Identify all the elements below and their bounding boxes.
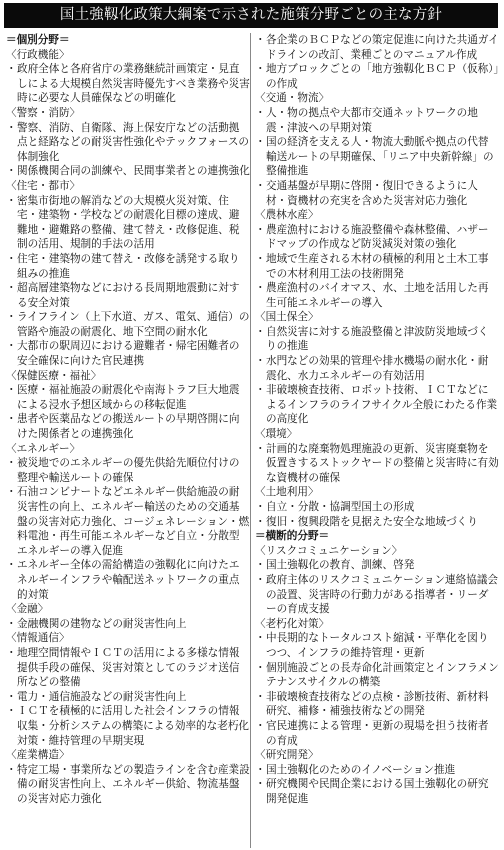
policy-item-text: 研究機関や民間企業における国土強靱化の研究開発促進 <box>266 778 489 805</box>
policy-item <box>255 763 499 778</box>
policy-item <box>255 719 499 748</box>
category-heading: 〈情報通信〉 <box>6 632 70 645</box>
policy-item-text: 中長期的なトータルコスト縮減・平準化を図りつつ、インフラの維持管理・更新 <box>266 632 489 659</box>
policy-item-text: エネルギー全体の需給構造の強靱化に向けたエネルギーインフラや輸配送ネットワークの重点的対策 <box>17 559 240 601</box>
bullet-mark: ・ <box>6 340 17 353</box>
policy-item <box>6 281 250 310</box>
policy-item-text: 水門などの効果的管理や排水機場の耐水化・耐震化、水力エネルギーの有効活用 <box>266 355 489 382</box>
category-heading: 〈住宅・都市〉 <box>6 179 81 192</box>
bullet-mark: ・ <box>6 194 17 207</box>
bullet-mark: ・ <box>6 413 17 426</box>
bullet-mark: ・ <box>6 559 17 572</box>
policy-item-text: 農産漁村のバイオマス、水、土地を活用した再生可能エネルギーの導入 <box>266 282 489 309</box>
category-heading: 〈国土保全〉 <box>255 311 319 324</box>
policy-item <box>255 62 499 91</box>
category-heading: 〈エネルギー〉 <box>6 442 81 455</box>
policy-item <box>255 515 499 530</box>
policy-item-text: ライフライン（上下水道、ガス、電気、通信）の管路や施設の耐震化、地下空間の耐水化 <box>17 311 250 338</box>
policy-item-text: 国の経済を支える人・物流大動脈や拠点の代替輸送ルートの早期確保、「リニア中央新幹線」の整備推進 <box>266 136 494 178</box>
policy-item <box>6 194 250 252</box>
policy-item-text: 電力・通信施設などの耐災害性向上 <box>17 690 187 703</box>
policy-item-text: 自然災害に対する施設整備と津波防災地域づくりの推進 <box>266 325 489 353</box>
bullet-mark: ・ <box>255 442 266 455</box>
bullet-mark: ・ <box>6 165 17 178</box>
bullet-mark: ・ <box>255 719 266 732</box>
policy-item-text: 関係機関合同の訓練や、民間事業者との連携強化 <box>17 165 250 178</box>
column-divider <box>250 33 251 848</box>
policy-item-text: 警察、消防、自衛隊、海上保安庁などの活動拠点と経路などの耐災害性強化やテックフォースの体制強化 <box>17 121 250 163</box>
policy-item-text: 復旧・復興段階を見据えた安全な地域づくり <box>266 515 478 528</box>
policy-item-text: 政府主体のリスクコミュニケーション連絡協議会の設置、災害時の行動力がある指導者・リーダーの育成支援 <box>266 573 499 616</box>
bullet-mark: ・ <box>6 121 17 134</box>
policy-item-text: 各企業のＢＣＰなどの策定促進に向けた共通ガイドラインの改訂、業種ごとのマニュアル作成 <box>266 34 499 61</box>
bullet-mark: ・ <box>6 486 17 499</box>
policy-item-text: 国土強靱化のためのイノベーション推進 <box>266 763 456 776</box>
bullet-mark: ・ <box>255 282 266 295</box>
policy-item <box>255 690 499 719</box>
category-heading: 〈老朽化対策〉 <box>255 617 330 630</box>
policy-item <box>255 33 499 62</box>
policy-item <box>255 573 499 617</box>
policy-item <box>255 558 499 573</box>
bullet-mark: ・ <box>255 384 266 397</box>
bullet-mark: ・ <box>6 457 17 470</box>
bullet-mark: ・ <box>255 223 266 236</box>
policy-item-text: ＩＣＴを積極的に活用した社会インフラの情報収集・分析システムの構築による効率的な老朽化対策・維持管理の早期実現 <box>17 705 250 747</box>
policy-item <box>6 62 250 106</box>
policy-item-text: 個別施設ごとの長寿命化計画策定とインフラメンテナンスサイクルの構築 <box>266 661 499 689</box>
policy-item <box>255 281 499 310</box>
bullet-mark: ・ <box>255 763 266 776</box>
bullet-mark: ・ <box>255 501 266 513</box>
policy-item <box>6 456 250 485</box>
policy-item <box>6 310 250 339</box>
category-heading: 〈農林水産〉 <box>255 209 319 222</box>
policy-item <box>255 135 499 179</box>
category-heading: 〈行政機能〉 <box>6 48 70 61</box>
bullet-mark: ・ <box>255 63 266 76</box>
policy-item-text: 非破壊検査技術、ロボット技術、ＩＣＴなどによるインフラのライフサイクル全般にわたる作業の高度化 <box>266 384 498 426</box>
policy-item <box>6 339 250 368</box>
policy-item-text: 官民連携による管理・更新の現場を担う技術者の育成 <box>266 719 489 747</box>
policy-item <box>255 500 499 515</box>
bullet-mark: ・ <box>6 690 17 703</box>
policy-item-text: 非破壊検査技術などの点検・診断技術、新材料研究、補修・補強技術などの開発 <box>266 690 489 718</box>
bullet-mark: ・ <box>6 311 17 324</box>
policy-item <box>255 354 499 383</box>
category-heading: 〈環境〉 <box>255 428 298 441</box>
policy-item-text: 農産漁村における施設整備や森林整備、ハザードマップの作成など防災減災対策の強化 <box>266 223 489 251</box>
policy-item <box>255 252 499 281</box>
bullet-mark: ・ <box>255 179 266 192</box>
policy-item <box>255 179 499 208</box>
policy-item-text: 特定工場・事業所などの製造ラインを含む産業設備の耐災害性向上、エネルギー供給、物流基盤の災害対応力強化 <box>17 763 250 805</box>
policy-item <box>255 442 499 486</box>
bullet-mark: ・ <box>6 282 17 295</box>
bullet-mark: ・ <box>6 705 17 718</box>
policy-item <box>6 763 250 807</box>
bullet-mark: ・ <box>255 690 266 703</box>
bullet-mark: ・ <box>6 617 17 630</box>
bullet-mark: ・ <box>255 252 266 265</box>
policy-item <box>6 690 250 705</box>
policy-item-text: 金融機関の建物などの耐災害性向上 <box>17 617 187 630</box>
policy-item-text: 大都市の駅周辺における避難者・帰宅困難者の安全確保に向けた官民連携 <box>17 340 240 368</box>
policy-item-text: 地域で生産される木材の積極的利用と土木工事での木材利用工法の技術開発 <box>266 252 489 280</box>
policy-item <box>255 631 499 660</box>
policy-item <box>255 777 499 806</box>
policy-item-text: 国土強靱化の教育、訓練、啓発 <box>266 559 415 572</box>
policy-item <box>6 383 250 412</box>
policy-item <box>6 617 250 632</box>
policy-item-text: 政府全体と各府省庁の業務継続計画策定・見直しによる大規模自然災害時優先すべき業務や災害時に必要な人員確保などの明確化 <box>17 63 250 105</box>
policy-item-text: 人・物の拠点や大都市交通ネットワークの地震・津波への早期対策 <box>266 106 478 134</box>
policy-item <box>6 252 250 281</box>
category-heading: 〈交通・物流〉 <box>255 92 330 105</box>
category-heading: 〈警察・消防〉 <box>6 106 81 119</box>
policy-item <box>255 325 499 354</box>
category-heading: 〈リスクコミュニケーション〉 <box>255 544 403 557</box>
bullet-mark: ・ <box>6 646 17 659</box>
bullet-mark: ・ <box>255 325 266 338</box>
policy-item-text: 被災地でのエネルギーの優先供給先順位付けの整理や輸送ルートの確保 <box>17 457 240 484</box>
category-heading: 〈研究開発〉 <box>255 749 319 762</box>
bullet-mark: ・ <box>255 355 266 368</box>
policy-item-text: 自立・分散・協調型国土の形成 <box>266 501 415 513</box>
policy-item-text: 医療・福祉施設の耐震化や南海トラフ巨大地震による浸水予想区域からの移転促進 <box>17 384 240 411</box>
policy-item <box>255 106 499 135</box>
bullet-mark: ・ <box>255 632 266 645</box>
bullet-mark: ・ <box>255 661 266 674</box>
policy-item <box>6 646 250 690</box>
category-heading: 〈保健医療・福祉〉 <box>6 369 102 382</box>
category-heading: 〈土地利用〉 <box>255 486 319 499</box>
policy-item-text: 地理空間情報やＩＣＴの活用による多様な情報提供手段の確保、災害対策としてのラジオ送信所などの整備 <box>17 646 240 689</box>
policy-item <box>6 412 250 441</box>
policy-item-text: 患者や医薬品などの搬送ルートの早期啓開に向けた関係者との連携強化 <box>17 413 240 441</box>
bullet-mark: ・ <box>255 778 266 791</box>
section-heading: ＝横断的分野＝ <box>255 530 330 543</box>
policy-item-text: 交通基盤が早期に啓開・復旧できるように人材・資機材の充実を含めた災害対応力強化 <box>266 179 478 207</box>
policy-item <box>6 121 250 165</box>
bullet-mark: ・ <box>255 136 266 149</box>
bullet-mark: ・ <box>255 34 266 46</box>
policy-item-text: 住宅・建築物の建て替え・改修を誘発する取り組みの推進 <box>17 252 240 280</box>
page-title: 国土強靱化政策大綱案で示された施策分野ごとの主な方針 <box>4 3 498 28</box>
section-heading: ＝個別分野＝ <box>6 34 70 46</box>
policy-item-text: 密集市街地の解消などの大規模火災対策、住宅・建築物・学校などの耐震化目標の達成、避難地・避難路の整備、建て替え・改修促進、税制の活用、規制的手法の活用 <box>17 194 240 251</box>
bullet-mark: ・ <box>6 384 17 397</box>
bullet-mark: ・ <box>255 573 266 586</box>
bullet-mark: ・ <box>255 515 266 528</box>
bullet-mark: ・ <box>6 252 17 265</box>
policy-item <box>6 704 250 748</box>
policy-item-text: 地方ブロックごとの「地方強靱化ＢＣＰ（仮称）」の作成 <box>266 63 499 90</box>
policy-item <box>6 485 250 558</box>
bullet-mark: ・ <box>255 106 266 119</box>
policy-item <box>6 164 250 179</box>
policy-item <box>255 661 499 690</box>
policy-item-text: 計画的な廃棄物処理施設の更新、災害廃棄物を仮置きするストックヤードの整備と災害時に有効な資機材の確保 <box>266 442 499 484</box>
right-column <box>255 33 499 848</box>
policy-item <box>255 223 499 252</box>
policy-item-text: 超高層建築物などにおける長周期地震動に対する安全対策 <box>17 282 240 309</box>
policy-item-text: 石油コンビナートなどエネルギー供給施設の耐災害性の向上、エネルギー輸送のための交通基盤の災害対応力強化、コージェネレーション・燃料電池・再生可能エネルギーなど自立・分散型エネルギーの導入促進 <box>17 486 250 557</box>
policy-item <box>255 383 499 427</box>
bullet-mark: ・ <box>6 763 17 776</box>
category-heading: 〈産業構造〉 <box>6 749 70 762</box>
bullet-mark: ・ <box>255 559 266 572</box>
left-column <box>6 33 250 848</box>
category-heading: 〈金融〉 <box>6 603 49 616</box>
policy-item <box>6 558 250 602</box>
bullet-mark: ・ <box>6 63 17 76</box>
